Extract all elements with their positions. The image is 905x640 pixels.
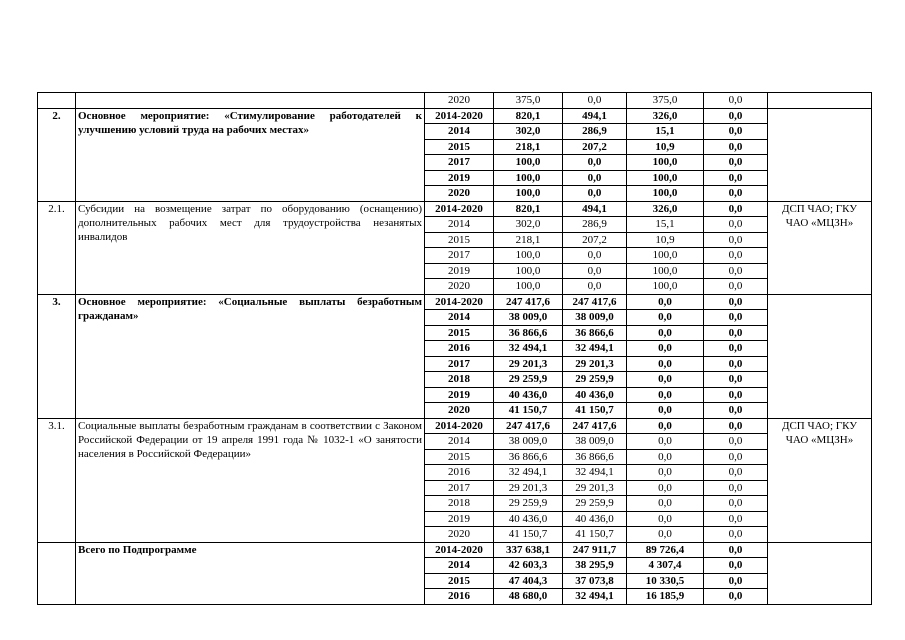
- total-cell: 100,0: [494, 186, 563, 202]
- federal-cell: 29 201,3: [563, 480, 627, 496]
- other-cell: 0,0: [704, 263, 768, 279]
- row-number: [38, 93, 76, 109]
- other-cell: 0,0: [704, 341, 768, 357]
- regional-cell: 0,0: [627, 496, 704, 512]
- regional-cell: 15,1: [627, 217, 704, 233]
- total-cell: 100,0: [494, 170, 563, 186]
- total-cell: 302,0: [494, 124, 563, 140]
- total-cell: 32 494,1: [494, 341, 563, 357]
- table-row: [38, 294, 872, 310]
- year-cell: 2015: [425, 139, 494, 155]
- year-cell: 2020: [425, 403, 494, 419]
- federal-cell: 207,2: [563, 232, 627, 248]
- regional-cell: 0,0: [627, 527, 704, 543]
- other-cell: 0,0: [704, 325, 768, 341]
- federal-cell: 0,0: [563, 155, 627, 171]
- year-cell: 2019: [425, 387, 494, 403]
- regional-cell: 100,0: [627, 263, 704, 279]
- total-cell: 32 494,1: [494, 465, 563, 481]
- regional-cell: 0,0: [627, 387, 704, 403]
- other-cell: 0,0: [704, 155, 768, 171]
- year-cell: 2017: [425, 155, 494, 171]
- federal-cell: 38 295,9: [563, 558, 627, 574]
- year-cell: 2014: [425, 434, 494, 450]
- total-cell: 375,0: [494, 93, 563, 109]
- table-row: [38, 93, 872, 109]
- year-cell: 2017: [425, 248, 494, 264]
- federal-cell: 32 494,1: [563, 465, 627, 481]
- federal-cell: 29 259,9: [563, 496, 627, 512]
- total-cell: 47 404,3: [494, 573, 563, 589]
- regional-cell: 375,0: [627, 93, 704, 109]
- other-cell: 0,0: [704, 93, 768, 109]
- year-cell: 2015: [425, 573, 494, 589]
- federal-cell: 247 417,6: [563, 418, 627, 434]
- federal-cell: 38 009,0: [563, 434, 627, 450]
- regional-cell: 4 307,4: [627, 558, 704, 574]
- total-cell: 29 201,3: [494, 356, 563, 372]
- year-cell: 2017: [425, 480, 494, 496]
- other-cell: 0,0: [704, 232, 768, 248]
- federal-cell: 37 073,8: [563, 573, 627, 589]
- other-cell: 0,0: [704, 310, 768, 326]
- table-row: [38, 108, 872, 124]
- other-cell: 0,0: [704, 387, 768, 403]
- regional-cell: 0,0: [627, 372, 704, 388]
- regional-cell: 0,0: [627, 511, 704, 527]
- federal-cell: 286,9: [563, 217, 627, 233]
- total-cell: 38 009,0: [494, 434, 563, 450]
- other-cell: 0,0: [704, 511, 768, 527]
- regional-cell: 0,0: [627, 449, 704, 465]
- measure-name: Субсидии на возмещение затрат по оборудованию (оснащению) дополнительных рабочих мест для трудоустройства незанятых инвалидов: [76, 201, 425, 294]
- year-cell: 2018: [425, 496, 494, 512]
- measure-name: [76, 93, 425, 109]
- other-cell: 0,0: [704, 527, 768, 543]
- regional-cell: 100,0: [627, 186, 704, 202]
- table-row: [38, 201, 872, 217]
- regional-cell: 0,0: [627, 465, 704, 481]
- other-cell: 0,0: [704, 542, 768, 558]
- row-number: 2.1.: [38, 201, 76, 294]
- federal-cell: 29 259,9: [563, 372, 627, 388]
- other-cell: 0,0: [704, 480, 768, 496]
- total-cell: 41 150,7: [494, 403, 563, 419]
- regional-cell: 100,0: [627, 248, 704, 264]
- regional-cell: 0,0: [627, 356, 704, 372]
- regional-cell: 89 726,4: [627, 542, 704, 558]
- total-cell: 36 866,6: [494, 449, 563, 465]
- year-cell: 2015: [425, 449, 494, 465]
- regional-cell: 0,0: [627, 341, 704, 357]
- year-cell: 2015: [425, 232, 494, 248]
- year-cell: 2020: [425, 93, 494, 109]
- regional-cell: 100,0: [627, 170, 704, 186]
- year-cell: 2014-2020: [425, 108, 494, 124]
- regional-cell: 16 185,9: [627, 589, 704, 605]
- row-number: 3.: [38, 294, 76, 418]
- row-number: 3.1.: [38, 418, 76, 542]
- other-cell: 0,0: [704, 434, 768, 450]
- year-cell: 2020: [425, 186, 494, 202]
- other-cell: 0,0: [704, 449, 768, 465]
- total-cell: 247 417,6: [494, 418, 563, 434]
- regional-cell: 10 330,5: [627, 573, 704, 589]
- other-cell: 0,0: [704, 217, 768, 233]
- federal-cell: 32 494,1: [563, 341, 627, 357]
- other-cell: 0,0: [704, 248, 768, 264]
- other-cell: 0,0: [704, 294, 768, 310]
- federal-cell: 0,0: [563, 263, 627, 279]
- total-cell: 48 680,0: [494, 589, 563, 605]
- federal-cell: 0,0: [563, 93, 627, 109]
- responsible-cell: [768, 294, 872, 418]
- regional-cell: 0,0: [627, 294, 704, 310]
- other-cell: 0,0: [704, 108, 768, 124]
- regional-cell: 0,0: [627, 310, 704, 326]
- total-cell: 820,1: [494, 201, 563, 217]
- year-cell: 2020: [425, 527, 494, 543]
- other-cell: 0,0: [704, 558, 768, 574]
- federal-cell: 494,1: [563, 201, 627, 217]
- measure-name: Социальные выплаты безработным гражданам в соответствии с Законом Российской Федерации от 19 апреля 1991 года № 1032-1 «О занятости населения в Российской Федерации»: [76, 418, 425, 542]
- year-cell: 2016: [425, 341, 494, 357]
- total-cell: 29 201,3: [494, 480, 563, 496]
- other-cell: 0,0: [704, 356, 768, 372]
- row-number: 2.: [38, 108, 76, 201]
- total-cell: 40 436,0: [494, 511, 563, 527]
- regional-cell: 15,1: [627, 124, 704, 140]
- regional-cell: 10,9: [627, 139, 704, 155]
- other-cell: 0,0: [704, 124, 768, 140]
- federal-cell: 0,0: [563, 186, 627, 202]
- other-cell: 0,0: [704, 279, 768, 295]
- year-cell: 2014: [425, 217, 494, 233]
- year-cell: 2014: [425, 124, 494, 140]
- year-cell: 2018: [425, 372, 494, 388]
- federal-cell: 32 494,1: [563, 589, 627, 605]
- other-cell: 0,0: [704, 418, 768, 434]
- total-cell: 100,0: [494, 155, 563, 171]
- total-cell: 218,1: [494, 139, 563, 155]
- year-cell: 2014: [425, 310, 494, 326]
- regional-cell: 326,0: [627, 201, 704, 217]
- federal-cell: 40 436,0: [563, 387, 627, 403]
- total-cell: 100,0: [494, 279, 563, 295]
- total-cell: 40 436,0: [494, 387, 563, 403]
- other-cell: 0,0: [704, 403, 768, 419]
- total-cell: 100,0: [494, 248, 563, 264]
- federal-cell: 286,9: [563, 124, 627, 140]
- year-cell: 2014: [425, 558, 494, 574]
- regional-cell: 326,0: [627, 108, 704, 124]
- federal-cell: 38 009,0: [563, 310, 627, 326]
- other-cell: 0,0: [704, 372, 768, 388]
- federal-cell: 0,0: [563, 279, 627, 295]
- other-cell: 0,0: [704, 573, 768, 589]
- total-cell: 29 259,9: [494, 496, 563, 512]
- federal-cell: 0,0: [563, 170, 627, 186]
- other-cell: 0,0: [704, 496, 768, 512]
- federal-cell: 494,1: [563, 108, 627, 124]
- responsible-cell: [768, 542, 872, 604]
- federal-cell: 29 201,3: [563, 356, 627, 372]
- total-cell: 38 009,0: [494, 310, 563, 326]
- total-cell: 36 866,6: [494, 325, 563, 341]
- federal-cell: 40 436,0: [563, 511, 627, 527]
- federal-cell: 41 150,7: [563, 527, 627, 543]
- year-cell: 2016: [425, 465, 494, 481]
- regional-cell: 10,9: [627, 232, 704, 248]
- regional-cell: 0,0: [627, 325, 704, 341]
- other-cell: 0,0: [704, 139, 768, 155]
- measure-name: Основное мероприятие: «Стимулирование работодателей к улучшению условий труда на рабочих местах»: [76, 108, 425, 201]
- table-row: [38, 542, 872, 558]
- federal-cell: 247 911,7: [563, 542, 627, 558]
- other-cell: 0,0: [704, 465, 768, 481]
- year-cell: 2019: [425, 170, 494, 186]
- responsible-cell: ДСП ЧАО; ГКУ ЧАО «МЦЗН»: [768, 201, 872, 294]
- measure-name: Всего по Подпрограмме: [76, 542, 425, 604]
- year-cell: 2014-2020: [425, 294, 494, 310]
- total-cell: 42 603,3: [494, 558, 563, 574]
- row-number: [38, 542, 76, 604]
- total-cell: 218,1: [494, 232, 563, 248]
- total-cell: 100,0: [494, 263, 563, 279]
- total-cell: 41 150,7: [494, 527, 563, 543]
- other-cell: 0,0: [704, 170, 768, 186]
- year-cell: 2016: [425, 589, 494, 605]
- responsible-cell: ДСП ЧАО; ГКУ ЧАО «МЦЗН»: [768, 418, 872, 542]
- other-cell: 0,0: [704, 186, 768, 202]
- year-cell: 2015: [425, 325, 494, 341]
- table-row: [38, 418, 872, 434]
- year-cell: 2019: [425, 263, 494, 279]
- total-cell: 820,1: [494, 108, 563, 124]
- regional-cell: 0,0: [627, 403, 704, 419]
- federal-cell: 207,2: [563, 139, 627, 155]
- federal-cell: 247 417,6: [563, 294, 627, 310]
- subprogram-table: [37, 92, 872, 605]
- year-cell: 2014-2020: [425, 542, 494, 558]
- regional-cell: 0,0: [627, 418, 704, 434]
- year-cell: 2014-2020: [425, 201, 494, 217]
- total-cell: 337 638,1: [494, 542, 563, 558]
- year-cell: 2020: [425, 279, 494, 295]
- total-cell: 247 417,6: [494, 294, 563, 310]
- other-cell: 0,0: [704, 589, 768, 605]
- federal-cell: 41 150,7: [563, 403, 627, 419]
- regional-cell: 0,0: [627, 480, 704, 496]
- federal-cell: 36 866,6: [563, 449, 627, 465]
- year-cell: 2017: [425, 356, 494, 372]
- total-cell: 29 259,9: [494, 372, 563, 388]
- year-cell: 2014-2020: [425, 418, 494, 434]
- year-cell: 2019: [425, 511, 494, 527]
- regional-cell: 100,0: [627, 155, 704, 171]
- responsible-cell: [768, 108, 872, 201]
- federal-cell: 36 866,6: [563, 325, 627, 341]
- federal-cell: 0,0: [563, 248, 627, 264]
- total-cell: 302,0: [494, 217, 563, 233]
- responsible-cell: [768, 93, 872, 109]
- regional-cell: 0,0: [627, 434, 704, 450]
- other-cell: 0,0: [704, 201, 768, 217]
- table-body: [38, 93, 872, 605]
- regional-cell: 100,0: [627, 279, 704, 295]
- measure-name: Основное мероприятие: «Социальные выплаты безработным гражданам»: [76, 294, 425, 418]
